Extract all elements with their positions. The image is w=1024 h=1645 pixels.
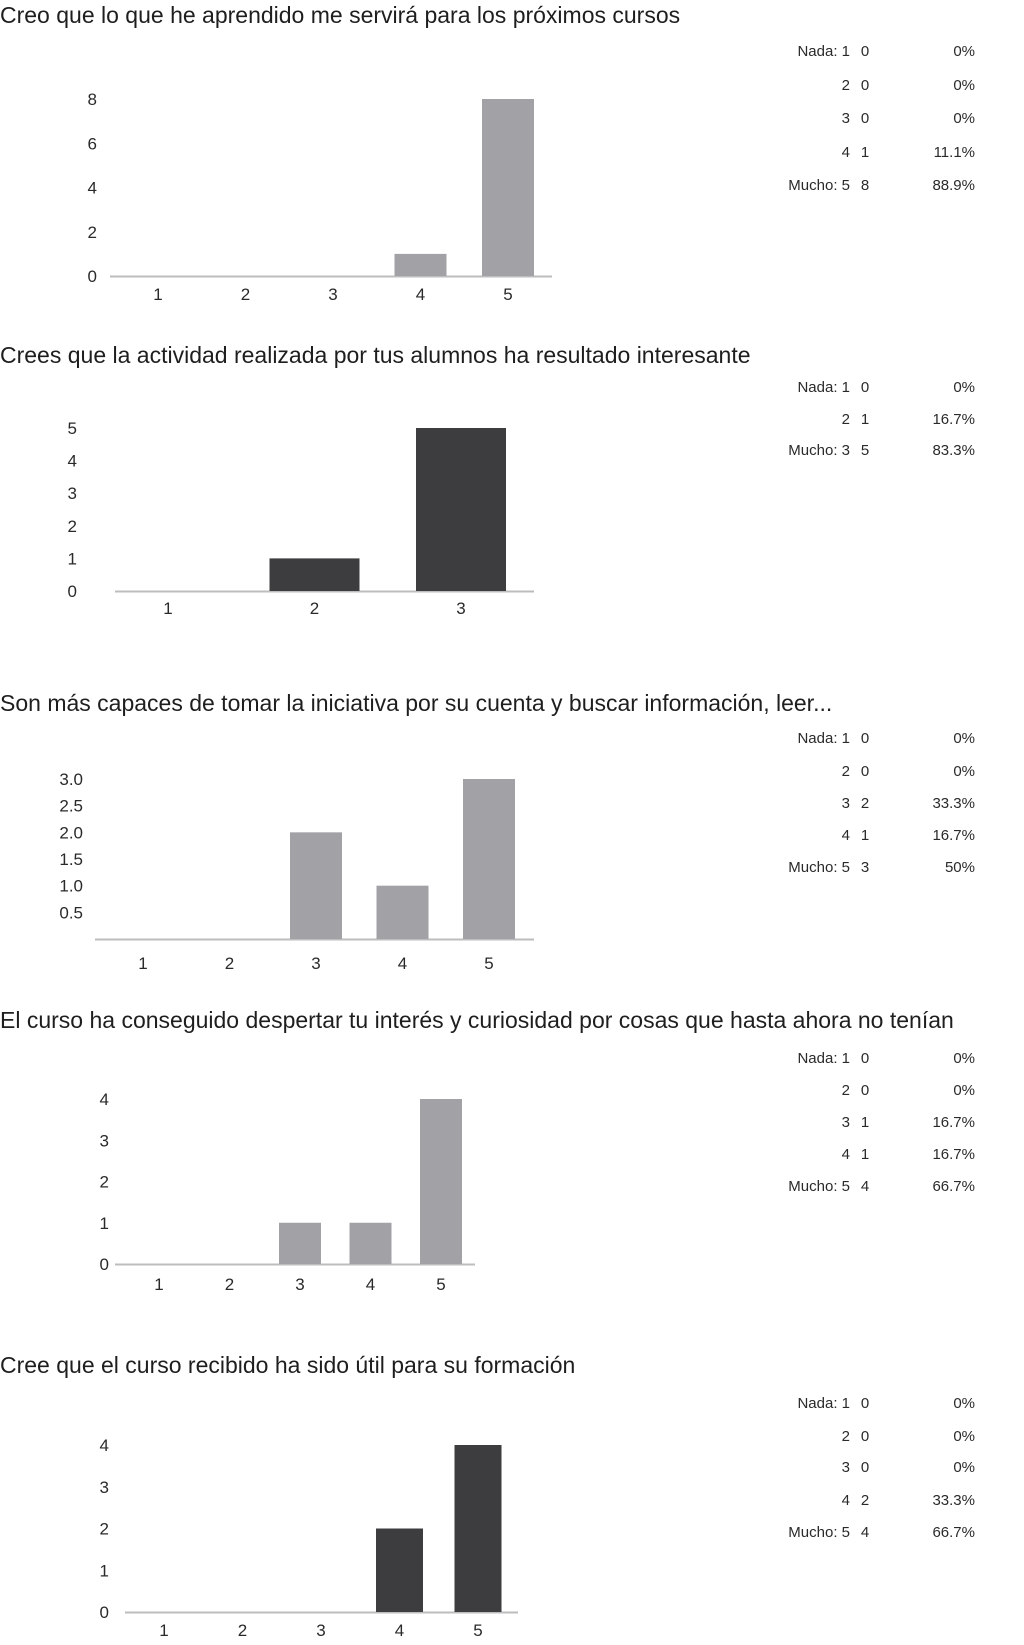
- x-tick-label: 5: [473, 1621, 483, 1640]
- x-tick-label: 3: [328, 285, 338, 304]
- bar: [455, 1445, 502, 1612]
- summary-row: [735, 109, 975, 129]
- response-count: 0: [860, 1082, 870, 1099]
- rating-label: Nada: 1: [797, 379, 850, 396]
- response-summary: [735, 1394, 975, 1554]
- chart-title: Son más capaces de tomar la iniciativa por su cuenta y buscar información, leer...: [0, 690, 833, 716]
- response-percent: 0%: [953, 730, 975, 747]
- rating-label: 3: [841, 1114, 850, 1131]
- y-tick-label: 2.0: [59, 823, 83, 843]
- bar: [350, 1223, 392, 1264]
- response-percent: 66.7%: [932, 1178, 975, 1195]
- response-count: 1: [860, 1114, 870, 1131]
- summary-row: [735, 826, 975, 846]
- rating-label: 4: [841, 1492, 850, 1509]
- x-tick-label: 3: [311, 954, 321, 973]
- rating-label: Mucho: 5: [788, 1178, 850, 1195]
- response-percent: 66.7%: [932, 1524, 975, 1541]
- y-tick-label: 3: [99, 1131, 109, 1151]
- bar: [420, 1099, 462, 1264]
- rating-label: Nada: 1: [797, 1395, 850, 1412]
- response-count: 2: [860, 1492, 870, 1509]
- rating-label: Nada: 1: [797, 43, 850, 60]
- response-count: 1: [860, 411, 870, 428]
- summary-row: [735, 378, 975, 398]
- response-summary: [735, 729, 975, 889]
- response-count: 0: [860, 763, 870, 780]
- rating-label: Nada: 1: [797, 730, 850, 747]
- response-count: 5: [860, 442, 870, 459]
- response-percent: 0%: [953, 43, 975, 60]
- bar-chart: [0, 690, 600, 985]
- summary-row: [735, 858, 975, 878]
- response-count: 4: [860, 1178, 870, 1195]
- response-count: 0: [860, 1395, 870, 1412]
- y-tick-label: 5: [67, 419, 77, 438]
- rating-label: 4: [841, 1146, 850, 1163]
- y-tick-label: 0: [67, 582, 77, 601]
- y-tick-label: 3: [99, 1477, 109, 1497]
- y-tick-label: 4: [87, 178, 97, 198]
- response-count: 0: [860, 730, 870, 747]
- response-percent: 0%: [953, 1459, 975, 1476]
- x-tick-label: 3: [456, 599, 466, 618]
- bar-chart: [0, 342, 600, 622]
- response-summary: [735, 1049, 975, 1209]
- response-percent: 50%: [944, 859, 975, 876]
- y-tick-label: 1: [99, 1213, 109, 1233]
- rating-label: 4: [841, 827, 850, 844]
- y-tick-label: 4: [99, 1090, 109, 1109]
- response-percent: 88.9%: [932, 177, 975, 194]
- rating-label: Mucho: 5: [788, 859, 850, 876]
- y-tick-label: 4: [67, 451, 77, 471]
- y-tick-label: 2.5: [59, 796, 83, 816]
- summary-row: [735, 1081, 975, 1101]
- summary-row: [735, 794, 975, 814]
- rating-label: Mucho: 5: [788, 177, 850, 194]
- summary-row: [735, 729, 975, 749]
- response-percent: 16.7%: [932, 1114, 975, 1131]
- response-count: 1: [860, 144, 870, 161]
- x-tick-label: 1: [163, 599, 173, 618]
- rating-label: 4: [841, 144, 850, 161]
- response-percent: 33.3%: [932, 795, 975, 812]
- x-tick-label: 4: [365, 1275, 376, 1294]
- response-count: 8: [860, 177, 870, 194]
- chart-title: Crees que la actividad realizada por tus alumnos ha resultado interesante: [0, 342, 751, 368]
- bar: [482, 99, 534, 276]
- rating-label: 3: [841, 795, 850, 812]
- response-percent: 11.1%: [933, 144, 975, 161]
- x-tick-label: 2: [237, 1621, 248, 1640]
- y-tick-label: 1.5: [59, 850, 83, 869]
- rating-label: 2: [841, 411, 850, 428]
- response-percent: 0%: [953, 763, 975, 780]
- response-count: 0: [860, 77, 870, 94]
- y-tick-label: 1: [99, 1561, 109, 1581]
- bar: [270, 558, 360, 591]
- x-tick-label: 1: [153, 285, 163, 304]
- summary-row: [735, 1145, 975, 1165]
- summary-row: [735, 1177, 975, 1197]
- summary-row: [735, 1427, 975, 1447]
- response-summary: [735, 42, 975, 202]
- response-count: 2: [860, 795, 870, 812]
- bar-chart: [0, 2, 600, 307]
- rating-label: Nada: 1: [797, 1050, 850, 1067]
- response-count: 0: [860, 1459, 870, 1476]
- response-count: 0: [860, 379, 870, 396]
- bar: [463, 779, 515, 939]
- response-count: 1: [860, 827, 870, 844]
- rating-label: 3: [841, 110, 850, 127]
- x-tick-label: 4: [397, 954, 408, 973]
- x-tick-label: 1: [154, 1275, 164, 1294]
- response-count: 0: [860, 1428, 870, 1445]
- bar: [279, 1223, 321, 1264]
- bar-chart: [0, 1007, 600, 1317]
- bar: [416, 428, 506, 591]
- response-percent: 83.3%: [932, 442, 975, 459]
- y-tick-label: 3: [67, 484, 77, 504]
- response-summary: [735, 378, 975, 468]
- y-tick-label: 0.5: [59, 903, 83, 923]
- response-percent: 33.3%: [932, 1492, 975, 1509]
- bar-chart: [0, 1352, 600, 1642]
- rating-label: Mucho: 5: [788, 1524, 850, 1541]
- summary-row: [735, 1523, 975, 1543]
- y-tick-label: 1.0: [59, 876, 83, 896]
- chart-title: Cree que el curso recibido ha sido útil para su formación: [0, 1352, 576, 1378]
- rating-label: 3: [841, 1459, 850, 1476]
- x-tick-label: 3: [295, 1275, 305, 1294]
- x-tick-label: 5: [503, 285, 513, 304]
- y-tick-label: 6: [87, 134, 97, 154]
- rating-label: 2: [841, 1082, 850, 1099]
- y-tick-label: 0: [87, 267, 97, 286]
- rating-label: 2: [841, 1428, 850, 1445]
- summary-row: [735, 762, 975, 782]
- y-tick-label: 2: [99, 1172, 109, 1192]
- x-tick-label: 4: [415, 285, 426, 304]
- y-tick-label: 2: [67, 516, 77, 536]
- summary-row: [735, 410, 975, 430]
- response-count: 0: [860, 110, 870, 127]
- summary-row: [735, 1491, 975, 1511]
- y-tick-label: 0: [99, 1603, 109, 1622]
- response-percent: 0%: [953, 77, 975, 94]
- response-count: 0: [860, 43, 870, 60]
- summary-row: [735, 143, 975, 163]
- x-tick-label: 2: [240, 285, 251, 304]
- bar: [290, 832, 342, 939]
- x-tick-label: 2: [224, 1275, 235, 1294]
- x-tick-label: 5: [436, 1275, 446, 1294]
- bar: [395, 254, 447, 276]
- x-tick-label: 3: [316, 1621, 326, 1640]
- summary-row: [735, 1113, 975, 1133]
- response-percent: 0%: [953, 1395, 975, 1412]
- rating-label: Mucho: 3: [788, 442, 850, 459]
- x-tick-label: 4: [394, 1621, 405, 1640]
- response-percent: 0%: [953, 379, 975, 396]
- x-tick-label: 5: [484, 954, 494, 973]
- summary-row: [735, 1049, 975, 1069]
- y-tick-label: 3.0: [59, 770, 83, 789]
- response-percent: 16.7%: [932, 411, 975, 428]
- bar: [376, 1529, 423, 1613]
- response-count: 1: [860, 1146, 870, 1163]
- response-count: 0: [860, 1050, 870, 1067]
- summary-row: [735, 1458, 975, 1478]
- response-percent: 0%: [953, 1428, 975, 1445]
- response-count: 4: [860, 1524, 870, 1541]
- response-percent: 16.7%: [932, 1146, 975, 1163]
- x-tick-label: 1: [159, 1621, 169, 1640]
- summary-row: [735, 1394, 975, 1414]
- y-tick-label: 2: [87, 222, 97, 242]
- y-tick-label: 1: [67, 549, 77, 569]
- x-tick-label: 2: [224, 954, 235, 973]
- response-percent: 0%: [953, 110, 975, 127]
- response-percent: 0%: [953, 1082, 975, 1099]
- response-percent: 16.7%: [932, 827, 975, 844]
- y-tick-label: 8: [87, 90, 97, 109]
- response-count: 3: [860, 859, 870, 876]
- rating-label: 2: [841, 77, 850, 94]
- y-tick-label: 0: [99, 1255, 109, 1274]
- summary-row: [735, 42, 975, 62]
- x-tick-label: 1: [138, 954, 148, 973]
- rating-label: 2: [841, 763, 850, 780]
- chart-title: El curso ha conseguido despertar tu interés y curiosidad por cosas que hasta ahora no tenían: [0, 1007, 954, 1033]
- y-tick-label: 2: [99, 1519, 109, 1539]
- summary-row: [735, 176, 975, 196]
- bar: [377, 886, 429, 939]
- y-tick-label: 4: [99, 1436, 109, 1455]
- chart-title: Creo que lo que he aprendido me servirá para los próximos cursos: [0, 2, 681, 28]
- summary-row: [735, 441, 975, 461]
- response-percent: 0%: [953, 1050, 975, 1067]
- summary-row: [735, 76, 975, 96]
- x-tick-label: 2: [309, 599, 320, 618]
